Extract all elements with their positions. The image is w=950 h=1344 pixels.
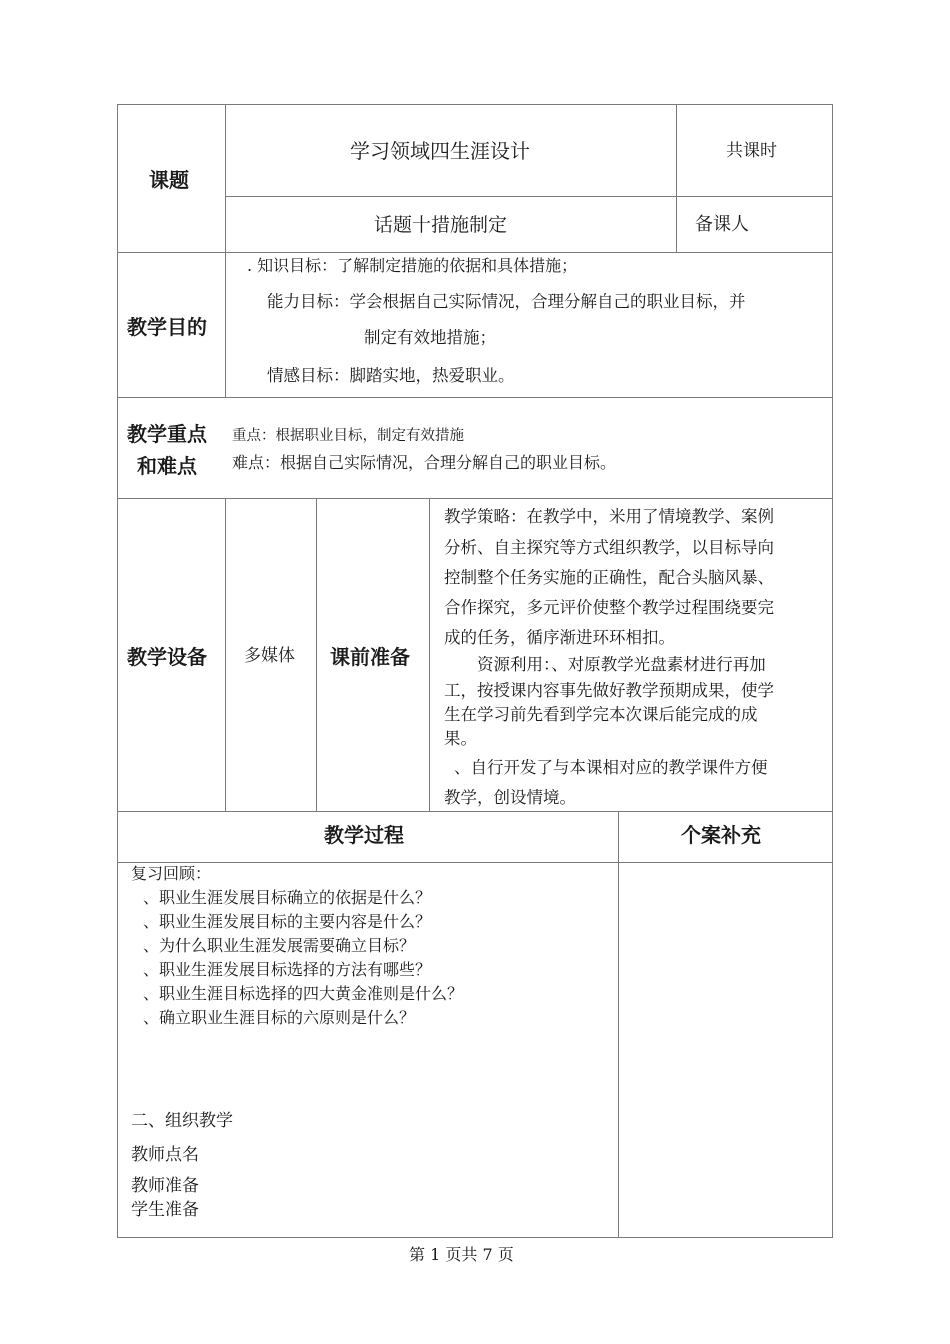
resource-line: 果。 — [444, 729, 477, 748]
strategy-line: 控制整个任务实施的正确性，配合头脑风暴、 — [444, 568, 774, 587]
grid-line-bottom — [117, 1237, 833, 1238]
preparer-label: 备课人 — [695, 214, 749, 235]
equipment-label: 教学设备 — [127, 645, 207, 669]
review-item: 、确立职业生涯目标的六原则是什么？ — [143, 1008, 416, 1027]
grid-line-right — [832, 104, 833, 1238]
grid-line — [117, 811, 833, 812]
grid-line — [429, 498, 430, 811]
review-item: 、职业生涯发展目标确立的依据是什么？ — [143, 888, 432, 907]
review-item: 、为什么职业生涯发展需要确立目标？ — [143, 936, 416, 955]
teacher-prep: 教师准备 — [131, 1176, 199, 1196]
total-hours-label: 共课时 — [726, 141, 777, 161]
topic-title: 话题十措施制定 — [374, 214, 508, 236]
supplement-label: 个案补充 — [681, 823, 761, 847]
key-point-text: 重点：根据职业目标，制定有效措施 — [232, 428, 464, 444]
strategy-line: 教学策略：在教学中，米用了情境教学、案例 — [444, 507, 774, 526]
grid-line — [225, 498, 226, 811]
prep-label: 课前准备 — [330, 645, 410, 669]
equipment-value: 多媒体 — [244, 646, 295, 666]
grid-line — [618, 811, 619, 1238]
grid-line — [117, 862, 833, 863]
objectives-label: 教学目的 — [127, 315, 207, 339]
ability-objective-line2: 制定有效地措施； — [364, 328, 496, 347]
review-item: 、职业生涯发展目标的主要内容是什么？ — [143, 912, 432, 931]
review-item: 、职业生涯发展目标选择的方法有哪些？ — [143, 960, 432, 979]
organize-title: 二、组织教学 — [131, 1111, 233, 1131]
strategy-line: 分析、自主探究等方式组织教学，以目标导向 — [444, 538, 774, 557]
review-title: 复习回顾： — [131, 864, 212, 883]
student-prep: 学生准备 — [131, 1200, 199, 1220]
roll-call: 教师点名 — [131, 1145, 199, 1165]
grid-line — [316, 498, 317, 811]
strategy-line: 合作探究，多元评价使整个教学过程围绕要完 — [444, 598, 774, 617]
difficulty-text: 难点：根据自己实际情况，合理分解自己的职业目标。 — [232, 453, 617, 472]
self-dev-line: 、自行开发了与本课相对应的教学课件方便 — [454, 758, 768, 777]
knowledge-objective: . 知识目标：了解制定措施的依据和具体措施； — [247, 256, 578, 275]
page-number: 第 1 页共 7 页 — [409, 1245, 514, 1264]
process-label: 教学过程 — [324, 823, 404, 847]
key-points-label-line1: 教学重点 — [127, 422, 207, 446]
grid-line-left — [117, 104, 118, 1238]
course-title: 学习领域四生涯设计 — [350, 139, 530, 163]
grid-line — [676, 104, 677, 253]
resource-line: 生在学习前先看到学完本次课后能完成的成 — [444, 705, 758, 724]
strategy-line: 成的任务，循序渐进环环相扣。 — [444, 628, 675, 647]
emotion-objective: 情感目标：脚踏实地，热爱职业。 — [267, 366, 515, 385]
key-points-label-line2: 和难点 — [137, 454, 197, 478]
ability-objective-line1: 能力目标：学会根据自己实际情况，合理分解自己的职业目标，并 — [267, 292, 746, 311]
review-item: 、职业生涯目标选择的四大黄金准则是什么？ — [143, 984, 464, 1003]
self-dev-line: 教学，创设情境。 — [444, 788, 576, 807]
grid-line — [225, 104, 226, 397]
grid-line — [117, 397, 833, 398]
subject-label: 课题 — [149, 168, 189, 192]
grid-line — [226, 196, 833, 197]
resource-line: 工，按授课内容事先做好教学预期成果，使学 — [444, 681, 774, 700]
resource-line: 资源利用：、对原教学光盘素材进行再加 — [477, 655, 766, 674]
